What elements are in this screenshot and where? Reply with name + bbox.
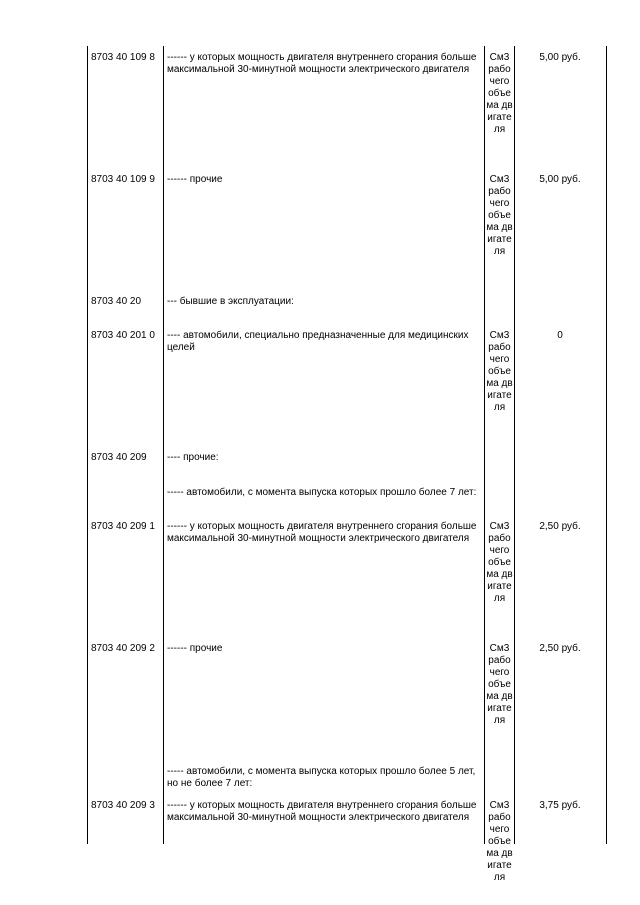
tariff-description: ------ прочие (167, 643, 223, 654)
tariff-code: 8703 40 209 2 (91, 643, 155, 654)
tariff-unit: См3 рабочего объема двигателя (486, 174, 513, 257)
tariff-description: ------ прочие (167, 174, 223, 185)
tariff-subheading: ----- автомобили, с момента выпуска которых прошло более 5 лет, но не более 7 лет: (167, 766, 476, 789)
tariff-unit: См3 рабочего объема двигателя (486, 800, 513, 883)
tariff-description: --- бывшие в эксплуатации: (167, 296, 294, 307)
tariff-unit: См3 рабочего объема двигателя (486, 330, 513, 413)
tariff-description: ---- прочие: (167, 452, 219, 463)
tariff-code: 8703 40 20 (91, 296, 142, 307)
tariff-unit: См3 рабочего объема двигателя (486, 643, 513, 726)
tariff-subheading: ----- автомобили, с момента выпуска которых прошло более 7 лет: (167, 487, 477, 498)
tariff-unit: См3 рабочего объема двигателя (486, 521, 513, 604)
tariff-rate: 0 (557, 330, 563, 341)
table-border-right (606, 46, 607, 844)
tariff-description: ------ у которых мощность двигателя внутреннего сгорания больше максимальной 30-минутной мощности электрического двигателя (167, 52, 477, 75)
tariff-code: 8703 40 209 (91, 452, 147, 463)
tariff-rate: 2,50 руб. (539, 521, 581, 532)
tariff-code: 8703 40 209 3 (91, 800, 155, 811)
tariff-code: 8703 40 201 0 (91, 330, 155, 341)
tariff-unit: См3 рабочего объема двигателя (486, 52, 513, 135)
tariff-description: ------ у которых мощность двигателя внутреннего сгорания больше максимальной 30-минутной мощности электрического двигателя (167, 800, 477, 823)
table-border-desc-unit (484, 46, 485, 844)
tariff-rate: 5,00 руб. (539, 52, 581, 63)
tariff-rate: 2,50 руб. (539, 643, 581, 654)
tariff-code: 8703 40 209 1 (91, 521, 155, 532)
table-border-unit-rate (514, 46, 515, 844)
tariff-code: 8703 40 109 9 (91, 174, 155, 185)
tariff-rate: 3,75 руб. (539, 800, 581, 811)
tariff-rate: 5,00 руб. (539, 174, 581, 185)
table-border-code-desc (163, 46, 164, 844)
tariff-code: 8703 40 109 8 (91, 52, 155, 63)
tariff-description: ---- автомобили, специально предназначенные для медицинских целей (167, 330, 469, 353)
tariff-description: ------ у которых мощность двигателя внутреннего сгорания больше максимальной 30-минутной мощности электрического двигателя (167, 521, 477, 544)
table-border-left (87, 46, 88, 844)
